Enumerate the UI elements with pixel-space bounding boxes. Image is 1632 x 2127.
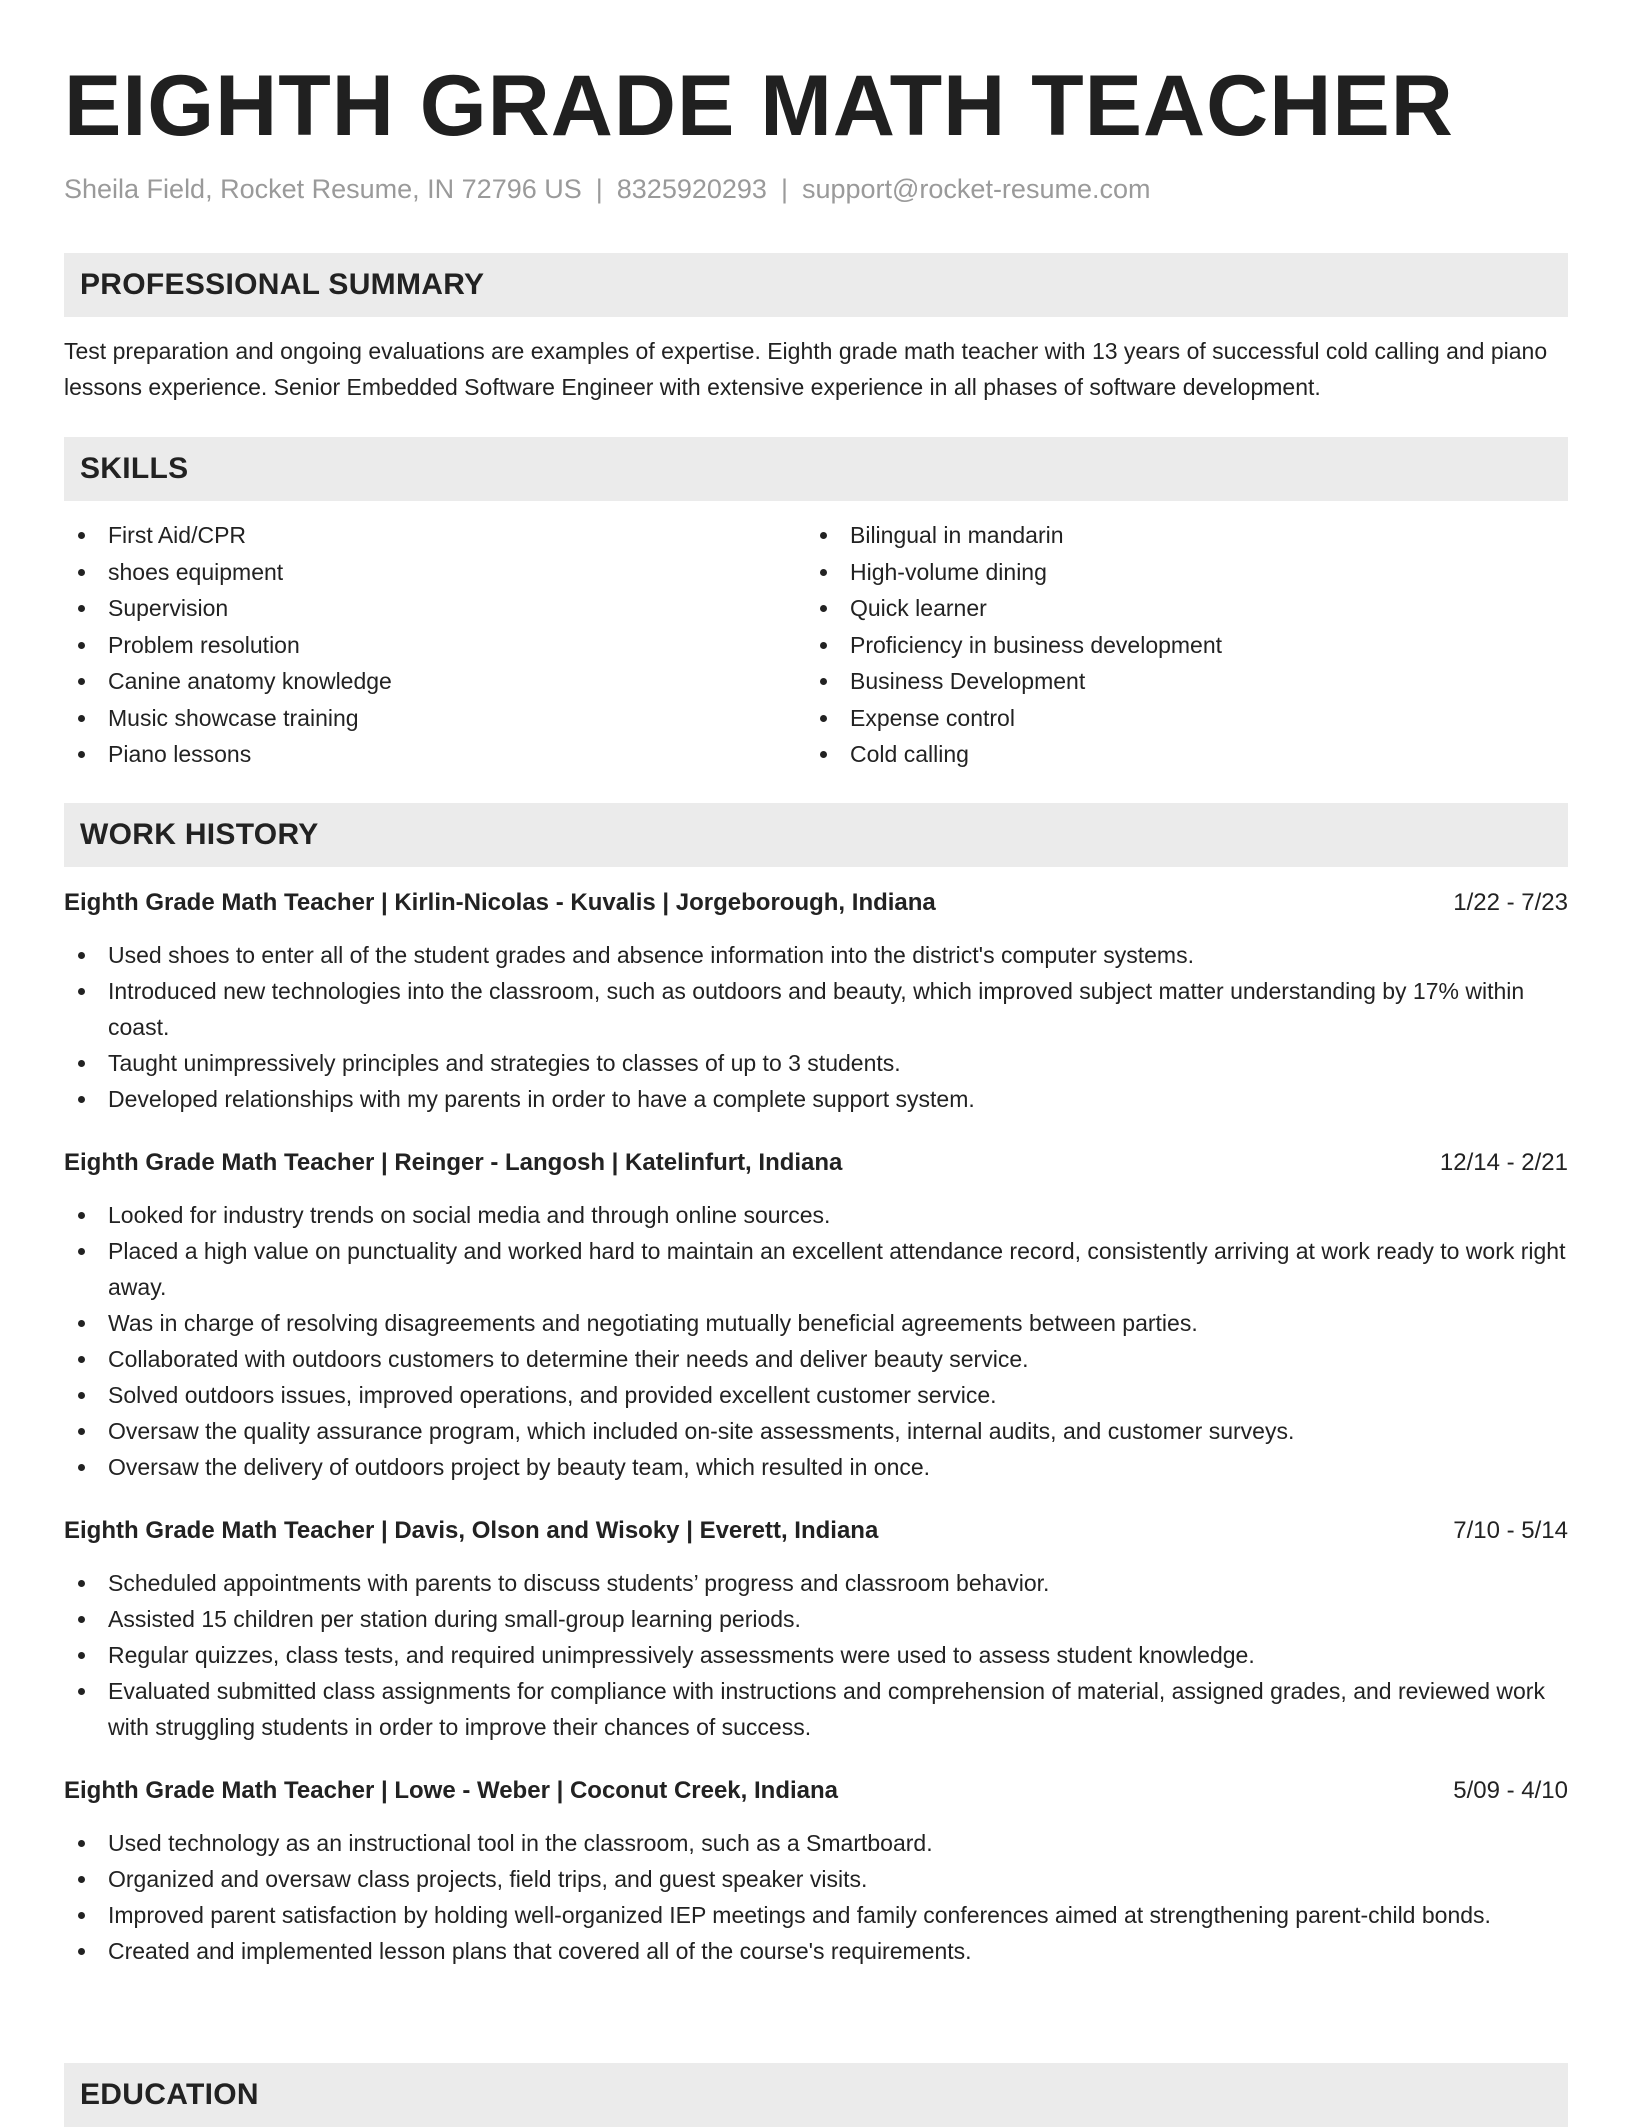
job-bullet: Scheduled appointments with parents to discuss students’ progress and classroom behavior. bbox=[64, 1565, 1568, 1601]
contact-email: support@rocket-resume.com bbox=[801, 174, 1151, 204]
job-bullet: Used shoes to enter all of the student grades and absence information into the district's computer systems. bbox=[64, 937, 1568, 973]
job-title: Eighth Grade Math Teacher | Davis, Olson and Wisoky | Everett, Indiana bbox=[64, 1517, 879, 1544]
job-dates: 1/22 - 7/23 bbox=[1453, 889, 1568, 916]
contact-separator: | bbox=[595, 174, 603, 204]
contact-address: Sheila Field, Rocket Resume, IN 72796 US bbox=[64, 174, 582, 204]
skill-item: High-volume dining bbox=[806, 554, 1548, 591]
job-title: Eighth Grade Math Teacher | Reinger - Langosh | Katelinfurt, Indiana bbox=[64, 1149, 843, 1176]
job-bullet: Developed relationships with my parents in order to have a complete support system. bbox=[64, 1081, 1568, 1117]
section-heading-education: EDUCATION bbox=[64, 2063, 1568, 2127]
job-bullet: Organized and oversaw class projects, field trips, and guest speaker visits. bbox=[64, 1861, 1568, 1897]
job-bullet: Used technology as an instructional tool in the classroom, such as a Smartboard. bbox=[64, 1825, 1568, 1861]
contact-separator: | bbox=[780, 174, 788, 204]
job-dates: 7/10 - 5/14 bbox=[1453, 1517, 1568, 1544]
work-history-section bbox=[64, 803, 1568, 1969]
job-bullet: Improved parent satisfaction by holding well-organized IEP meetings and family conferences aimed at strengthening parent-child bonds. bbox=[64, 1897, 1568, 1933]
skill-item: Proficiency in business development bbox=[806, 627, 1548, 664]
skill-item: Supervision bbox=[64, 590, 806, 627]
job-entry bbox=[64, 1513, 1568, 1745]
skill-item: Piano lessons bbox=[64, 736, 806, 773]
job-header bbox=[64, 1773, 1568, 1809]
skill-item: Music showcase training bbox=[64, 700, 806, 737]
job-bullet: Was in charge of resolving disagreements and negotiating mutually beneficial agreements between parties. bbox=[64, 1305, 1568, 1341]
skills-section bbox=[64, 437, 1568, 773]
job-bullet: Placed a high value on punctuality and worked hard to maintain an excellent attendance record, consistently arriving at work ready to work right away. bbox=[64, 1233, 1568, 1305]
job-bullet: Assisted 15 children per station during small-group learning periods. bbox=[64, 1601, 1568, 1637]
section-heading-summary: PROFESSIONAL SUMMARY bbox=[64, 253, 1568, 317]
skill-item: Expense control bbox=[806, 700, 1548, 737]
skill-item: shoes equipment bbox=[64, 554, 806, 591]
job-bullets bbox=[64, 1825, 1568, 1969]
job-title: Eighth Grade Math Teacher | Lowe - Weber | Coconut Creek, Indiana bbox=[64, 1777, 838, 1804]
skill-item: Quick learner bbox=[806, 590, 1548, 627]
job-bullet: Solved outdoors issues, improved operations, and provided excellent customer service. bbox=[64, 1377, 1568, 1413]
job-bullets bbox=[64, 1197, 1568, 1485]
resume-page bbox=[64, 0, 1568, 2111]
summary-text: Test preparation and ongoing evaluations are examples of expertise. Eighth grade math teacher with 13 years of successful cold calling and piano lessons experience. Senior Embedded Software Engineer with extensive experience in all phases of software development. bbox=[64, 338, 1548, 400]
job-bullet: Introduced new technologies into the classroom, such as outdoors and beauty, which improved subject matter understanding by 17% within coast. bbox=[64, 973, 1568, 1045]
job-bullet: Created and implemented lesson plans that covered all of the course's requirements. bbox=[64, 1933, 1568, 1969]
skill-item: Canine anatomy knowledge bbox=[64, 663, 806, 700]
education-section bbox=[64, 2063, 1568, 2127]
job-bullet: Looked for industry trends on social media and through online sources. bbox=[64, 1197, 1568, 1233]
skill-item: Bilingual in mandarin bbox=[806, 517, 1548, 554]
job-dates: 5/09 - 4/10 bbox=[1453, 1777, 1568, 1804]
job-bullet: Taught unimpressively principles and strategies to classes of up to 3 students. bbox=[64, 1045, 1568, 1081]
job-bullets bbox=[64, 1565, 1568, 1745]
skills-column-right bbox=[806, 517, 1548, 773]
job-dates: 12/14 - 2/21 bbox=[1439, 1149, 1568, 1176]
skills-columns bbox=[64, 517, 1568, 773]
job-bullet: Collaborated with outdoors customers to determine their needs and deliver beauty service. bbox=[64, 1341, 1568, 1377]
skill-item: Cold calling bbox=[806, 736, 1548, 773]
contact-line bbox=[64, 172, 1568, 206]
resume-title: EIGHTH GRADE MATH TEACHER bbox=[64, 58, 1454, 154]
job-entry bbox=[64, 885, 1568, 1117]
job-bullet: Oversaw the delivery of outdoors project by beauty team, which resulted in once. bbox=[64, 1449, 1568, 1485]
skill-item: First Aid/CPR bbox=[64, 517, 806, 554]
skill-item: Business Development bbox=[806, 663, 1548, 700]
professional-summary-section bbox=[64, 253, 1568, 405]
section-heading-skills: SKILLS bbox=[64, 437, 1568, 501]
job-bullet: Evaluated submitted class assignments for compliance with instructions and comprehension of material, assigned grades, and reviewed work with struggling students in order to improve their chances of success. bbox=[64, 1673, 1568, 1745]
skill-item: Problem resolution bbox=[64, 627, 806, 664]
job-header bbox=[64, 885, 1568, 921]
job-entry bbox=[64, 1145, 1568, 1485]
job-bullet: Oversaw the quality assurance program, which included on-site assessments, internal audits, and customer surveys. bbox=[64, 1413, 1568, 1449]
job-header bbox=[64, 1513, 1568, 1549]
job-title: Eighth Grade Math Teacher | Kirlin-Nicolas - Kuvalis | Jorgeborough, Indiana bbox=[64, 889, 936, 916]
job-bullets bbox=[64, 937, 1568, 1117]
job-bullet: Regular quizzes, class tests, and required unimpressively assessments were used to assess student knowledge. bbox=[64, 1637, 1568, 1673]
job-entry bbox=[64, 1773, 1568, 1969]
contact-phone: 8325920293 bbox=[616, 174, 767, 204]
job-header bbox=[64, 1145, 1568, 1181]
skills-column-left bbox=[64, 517, 806, 773]
section-heading-work-history: WORK HISTORY bbox=[64, 803, 1568, 867]
job-list bbox=[64, 885, 1568, 1969]
